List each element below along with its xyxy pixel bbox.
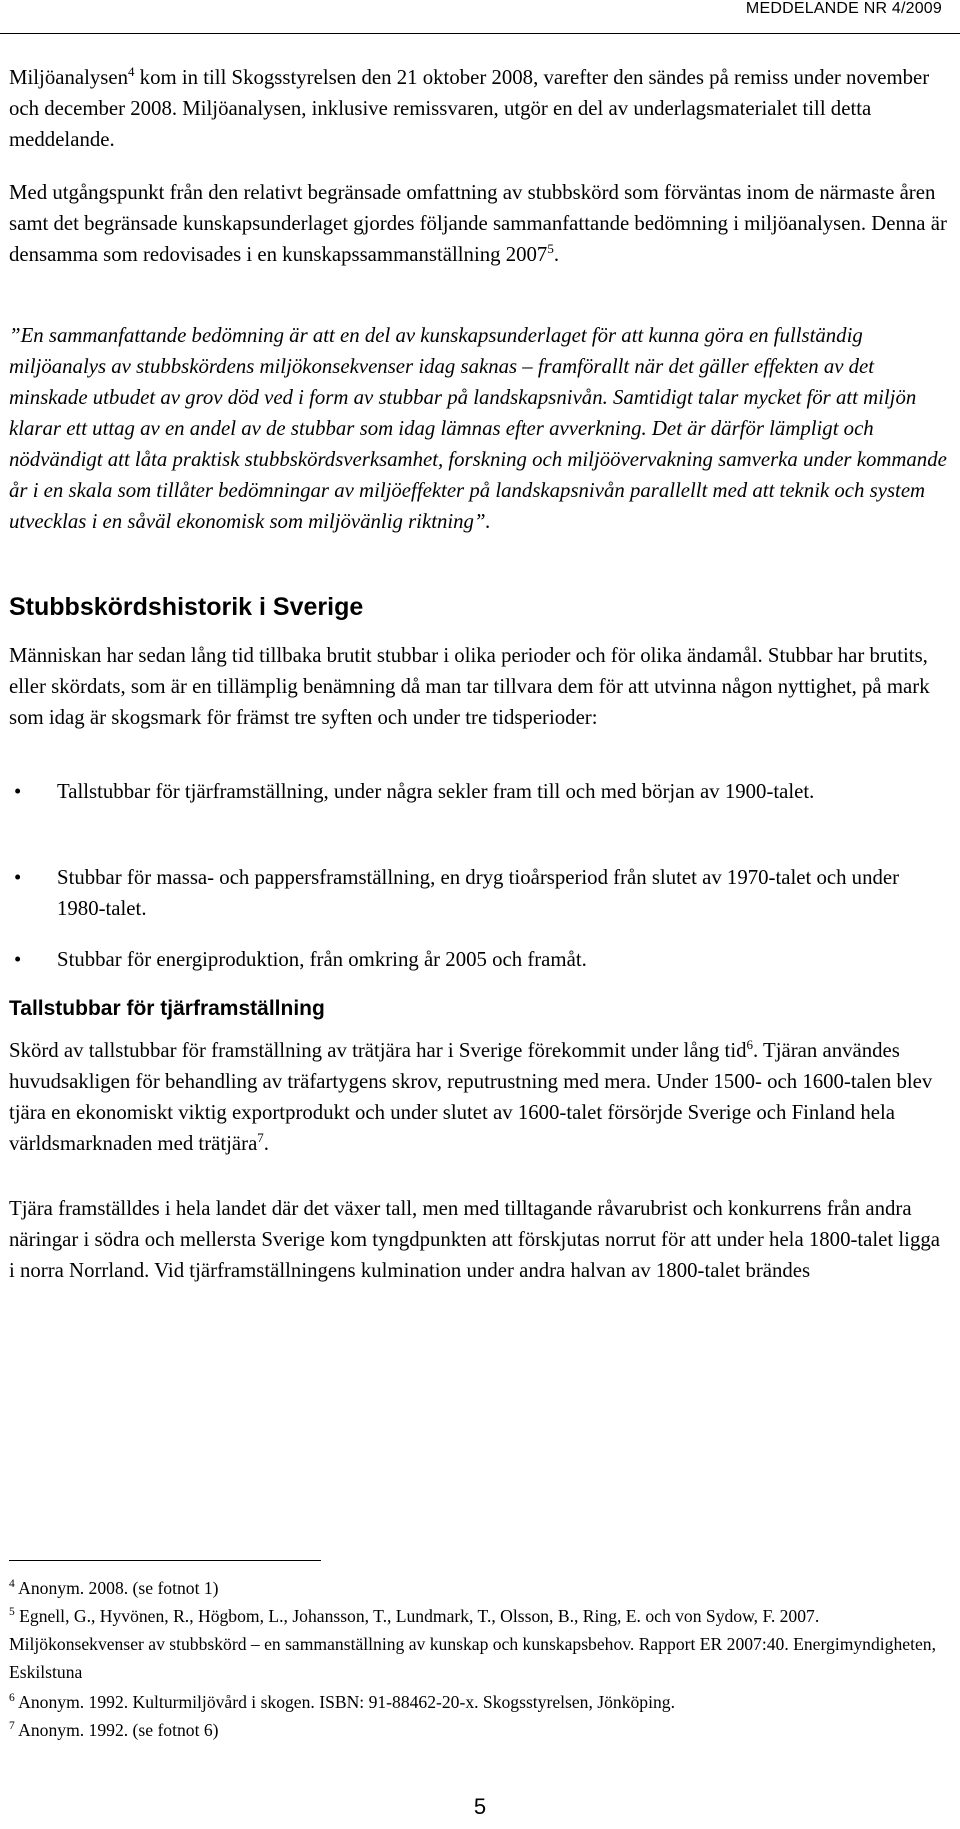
footnote-text: Anonym. 1992. (se fotnot 6) (14, 1720, 219, 1740)
bullet-icon: • (14, 780, 22, 803)
footnote-5 (9, 1602, 949, 1686)
tar-p1-text-b: . Tjäran användes huvudsakligen för behandling av träfartygens skrov, reputrustning med mera. Under 1500- och 1600-talen blev tjära en ekonomiskt viktig exportprodukt och under slutet av 1600-talet försörjde Sverige och Finland hela världsmarknaden med trätjära (9, 1039, 933, 1155)
bullet-icon: • (14, 948, 22, 971)
footnote-text: Anonym. 2008. (se fotnot 1) (14, 1578, 219, 1598)
tar-p1-text-a: Skörd av tallstubbar för framställning av trätjära har i Sverige förekommit under lång tid (9, 1039, 747, 1062)
section-heading-history: Stubbskördshistorik i Sverige (9, 593, 364, 621)
tar-paragraph-2: Tjära framställdes i hela landet där det växer tall, men med tilltagande råvarubrist och konkurrens från andra näringar i södra och mellersta Sverige kom tyngdpunkten att förskjutas norrut för att under hela 1800-talet ligga i norra Norrland. Vid tjärframställningens kulmination under andra halvan av 1800-talet brändes (9, 1197, 940, 1282)
intro-p2-text-a: Med utgångspunkt från den relativt begränsade omfattning av stubbskörd som förväntas inom de närmaste åren samt det begränsade kunskapsunderlaget gjordes följande sammanfattande bedömning i miljöanalysen. Denna är densamma som redovisades i en kunskapssammanställning 2007 (9, 181, 947, 266)
tar-p1-text-c: . (263, 1132, 269, 1155)
bullet-text-3: Stubbar för energiproduktion, från omkring år 2005 och framåt. (57, 948, 587, 971)
footnote-text: Anonym. 1992. Kulturmiljövård i skogen. ISBN: 91-88462-20-x. Skogsstyrelsen, Jönköping. (14, 1692, 675, 1712)
footnote-number: 4 (9, 1578, 15, 1591)
header-rule (0, 33, 960, 34)
page-number: 5 (473, 1794, 487, 1819)
footnote-ref-6[interactable]: 6 (746, 1037, 753, 1053)
intro-paragraph-1 (9, 62, 949, 155)
footnote-ref-7[interactable]: 7 (257, 1130, 264, 1146)
footnote-text: Egnell, G., Hyvönen, R., Högbom, L., Johansson, T., Lundmark, T., Olsson, B., Ring, E. och von Sydow, F. 2007. Miljökonsekvenser av stubbskörd – en sammanställning av kunskap och kunskapsbehov. Rapport ER 2007:40. Energimyndigheten, Eskilstuna (9, 1606, 936, 1682)
footnote-number: 6 (9, 1692, 15, 1705)
footnote-number: 5 (9, 1606, 15, 1619)
intro-paragraph-2 (9, 177, 949, 270)
footnote-separator (9, 1560, 321, 1561)
footnote-7 (9, 1716, 949, 1744)
bullet-text-2: Stubbar för massa- och pappersframställning, en dryg tioårsperiod från slutet av 1970-talet och under 1980-talet. (57, 866, 900, 920)
running-header: MEDDELANDE NR 4/2009 (745, 0, 942, 17)
bullet-icon: • (14, 866, 22, 889)
history-paragraph: Människan har sedan lång tid tillbaka brutit stubbar i olika perioder och för olika ändamål. Stubbar har brutits, eller skördats, som är en tillämplig benämning då man tar tillvara dem för att utvinna någon nyttighet, på mark som idag är skogsmark för främst tre syften och under tre tidsperioder: (9, 644, 930, 729)
footnote-4 (9, 1574, 949, 1602)
tar-paragraph-1 (9, 1035, 949, 1159)
footnote-number: 7 (9, 1720, 15, 1733)
footnote-6 (9, 1688, 949, 1716)
footnote-ref-4[interactable]: 4 (127, 64, 135, 80)
summary-quote: ”En sammanfattande bedömning är att en del av kunskapsunderlaget för att kunna göra en fullständig miljöanalys av stubbskördens miljökonsekvenser idag saknas – framförallt när det gäller effekten av det minskade utbudet av grov död ved i form av stubbar på landskapsnivån. Samtidigt talar mycket för att miljön klarar ett uttag av en andel av de stubbar som idag lämnas efter avverkning. Det är därför lämpligt och nödvändigt att låta praktisk stubbskördsverksamhet, forskning och miljöövervakning samverka under kommande år i en skala som tillåter bedömningar av miljöeffekter på landskapsnivån parallellt med att teknik och system utvecklas i en såväl ekonomisk som miljövänlig riktning”. (9, 324, 947, 533)
section-heading-tar: Tallstubbar för tjärframställning (9, 997, 325, 1020)
footnote-ref-5[interactable]: 5 (547, 241, 554, 257)
intro-p1-text-a: Miljöanalysen (9, 66, 128, 89)
intro-p1-text-b: kom in till Skogsstyrelsen den 21 oktober 2008, varefter den sändes på remiss under november och december 2008. Miljöanalysen, inklusive remissvaren, utgör en del av underlagsmaterialet till detta meddelande. (9, 66, 930, 151)
intro-p2-text-b: . (553, 243, 560, 266)
bullet-text-1: Tallstubbar för tjärframställning, under några sekler fram till och med början av 1900-talet. (57, 780, 815, 803)
